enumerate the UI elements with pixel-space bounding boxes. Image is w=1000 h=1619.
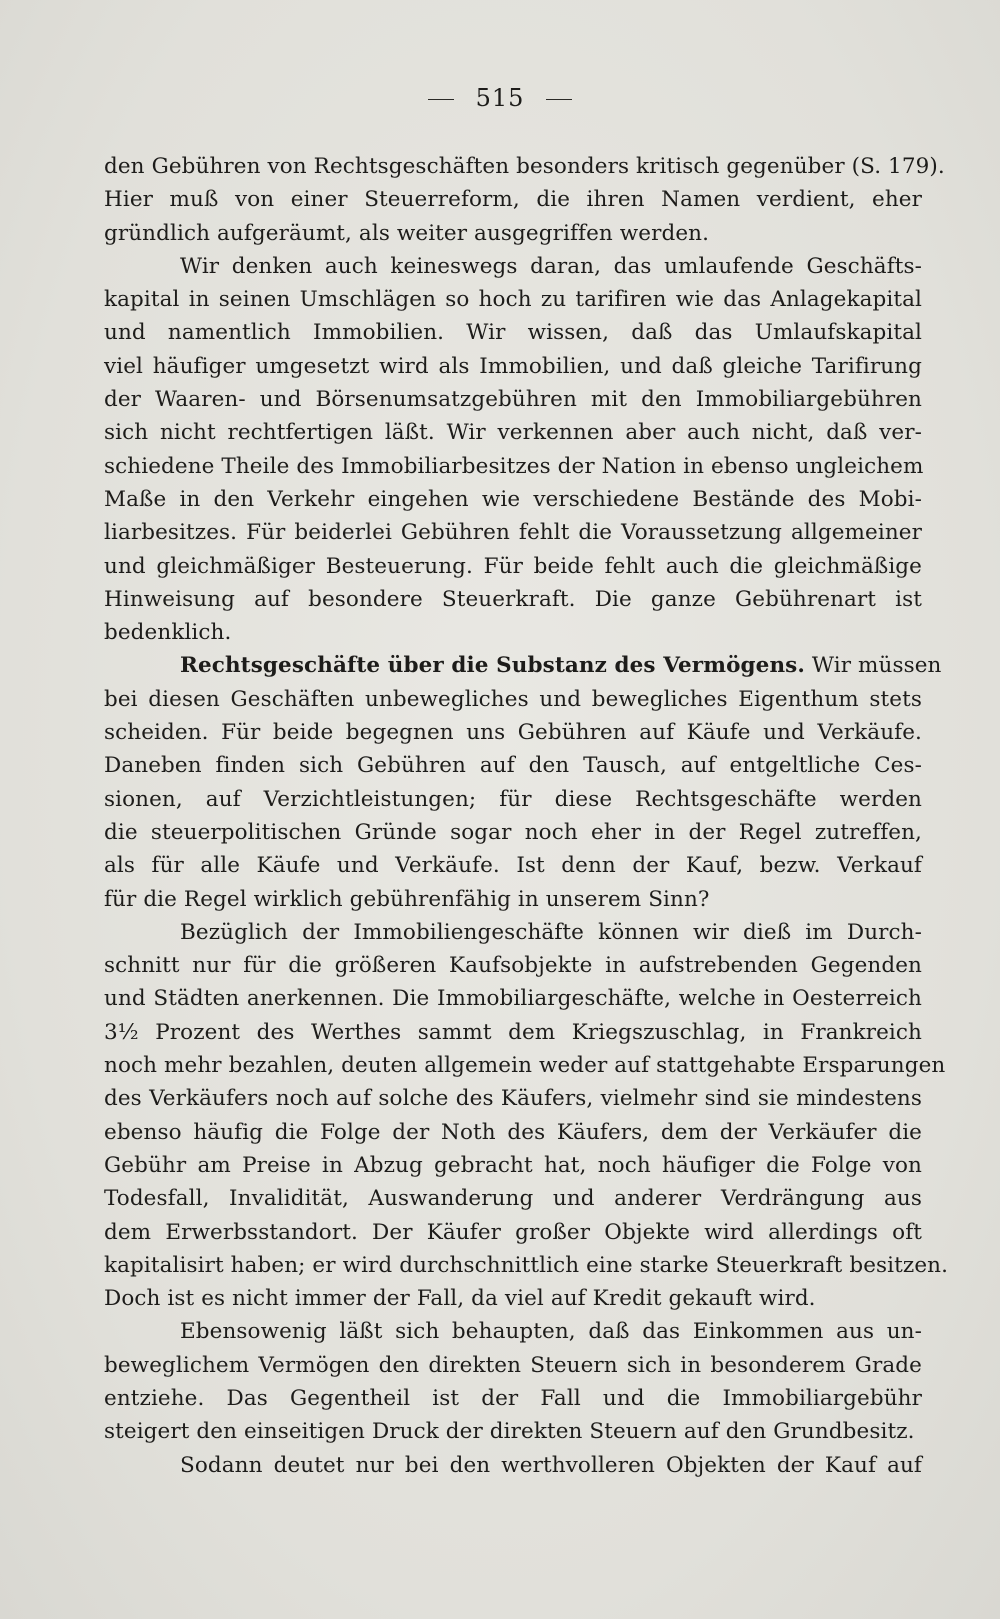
paragraph <box>104 250 922 650</box>
paragraph-line <box>104 649 942 682</box>
header-dash-left <box>428 99 454 100</box>
paragraph <box>104 1315 922 1448</box>
paragraph-line: und gleichmäßiger Besteuerung. Für beide fehlt auch die gleichmäßige <box>104 553 922 579</box>
heading-line-rest: Wir müssen <box>804 653 942 679</box>
paragraph-line: den Gebühren von Rechtsgeschäften besonders kritisch gegenüber (S. 179). <box>104 154 945 179</box>
paragraph-line: schnitt nur für die größeren Kaufsobjekte in aufstrebenden Gegenden <box>104 953 922 979</box>
paragraph-line: Todesfall, Invalidität, Auswanderung und anderer Verdrängung aus <box>104 1186 922 1212</box>
paragraph-line: entziehe. Das Gegentheil ist der Fall und die Immobiliargebühr <box>104 1385 922 1411</box>
paragraph-line: dem Erwerbsstandort. Der Käufer großer Objekte wird allerdings oft <box>104 1219 922 1245</box>
page-header <box>0 84 1000 112</box>
paragraph-line: viel häufiger umgesetzt wird als Immobilien, und daß gleiche Tarifirung <box>104 353 922 379</box>
paragraph-line: schiedene Theile des Immobiliarbesitzes der Nation in ebenso ungleichem <box>104 453 924 479</box>
paragraph-line: Gebühr am Preise in Abzug gebracht hat, noch häufiger die Folge von <box>104 1152 922 1178</box>
header-dash-right <box>546 99 572 100</box>
paragraph-line: gründlich aufgeräumt, als weiter ausgegriffen werden. <box>104 220 710 246</box>
paragraph-line: Hier muß von einer Steuerreform, die ihren Namen verdient, eher <box>104 187 922 213</box>
paragraph-line: und namentlich Immobilien. Wir wissen, daß das Umlaufskapital <box>104 320 922 346</box>
paragraph-line: noch mehr bezahlen, deuten allgemein weder auf stattgehabte Ersparungen <box>104 1053 946 1079</box>
paragraph-line: scheiden. Für beide begegnen uns Gebühren auf Käufe und Verkäufe. <box>104 720 922 746</box>
section-heading: Rechtsgeschäfte über die Substanz des Vermögens. <box>180 653 805 679</box>
paragraph-line: bei diesen Geschäften unbewegliches und bewegliches Eigenthum stets <box>104 686 922 712</box>
paragraph-line: beweglichem Vermögen den direkten Steuern sich in besonderem Grade <box>104 1352 922 1378</box>
paragraph-line: die steuerpolitischen Gründe sogar noch eher in der Regel zutreffen, <box>104 819 922 845</box>
page-body <box>104 150 949 1482</box>
paragraph-line: Maße in den Verkehr eingehen wie verschiedene Bestände des Mobi- <box>104 486 922 512</box>
paragraph-line: Ebensowenig läßt sich behaupten, daß das Einkommen aus un- <box>180 1319 922 1345</box>
paragraph <box>104 150 945 250</box>
paragraph <box>104 916 949 1316</box>
paragraph-line: des Verkäufers noch auf solche des Käufers, vielmehr sind sie mindestens <box>104 1086 922 1112</box>
paragraph-line: Sodann deutet nur bei den werthvolleren Objekten der Kauf auf <box>180 1452 922 1478</box>
paragraph-line: sionen, auf Verzichtleistungen; für diese Rechtsgeschäfte werden <box>104 786 922 812</box>
paragraph-line: sich nicht rechtfertigen läßt. Wir verkennen aber auch nicht, daß ver- <box>104 420 922 446</box>
paragraph-line: ebenso häufig die Folge der Noth des Käufers, dem der Verkäufer die <box>104 1119 922 1145</box>
paragraph <box>104 649 942 915</box>
page-number: 515 <box>475 84 525 112</box>
paragraph-line: Wir denken auch keineswegs daran, das umlaufende Geschäfts- <box>180 253 922 279</box>
paragraph-line: kapital in seinen Umschlägen so hoch zu tarifiren wie das Anlagekapital <box>104 287 922 313</box>
paragraph-line: bedenklich. <box>104 620 232 646</box>
paragraph-line: Bezüglich der Immobiliengeschäfte können wir dieß im Durch- <box>180 919 922 945</box>
paragraph-line: 3½ Prozent des Werthes sammt dem Kriegszuschlag, in Frankreich <box>104 1019 922 1045</box>
paragraph-line: Doch ist es nicht immer der Fall, da viel auf Kredit gekauft wird. <box>104 1286 816 1312</box>
paragraph-line: für die Regel wirklich gebührenfähig in unserem Sinn? <box>104 886 710 912</box>
paragraph-line: als für alle Käufe und Verkäufe. Ist denn der Kauf, bezw. Verkauf <box>104 853 922 879</box>
paragraph-line: Hinweisung auf besondere Steuerkraft. Die ganze Gebührenart ist <box>104 586 922 612</box>
paragraph-line: der Waaren- und Börsenumsatzgebühren mit den Immobiliargebühren <box>104 387 922 413</box>
paragraph-line: Daneben finden sich Gebühren auf den Tausch, auf entgeltliche Ces- <box>104 753 922 779</box>
paragraph-line: steigert den einseitigen Druck der direkten Steuern auf den Grundbesitz. <box>104 1419 915 1445</box>
paragraph <box>104 1449 922 1482</box>
paragraph-line: liarbesitzes. Für beiderlei Gebühren fehlt die Voraussetzung allgemeiner <box>104 520 922 546</box>
paragraph-line: und Städten anerkennen. Die Immobiliargeschäfte, welche in Oesterreich <box>104 986 922 1012</box>
paragraph-line: kapitalisirt haben; er wird durchschnittlich eine starke Steuerkraft besitzen. <box>104 1252 949 1278</box>
